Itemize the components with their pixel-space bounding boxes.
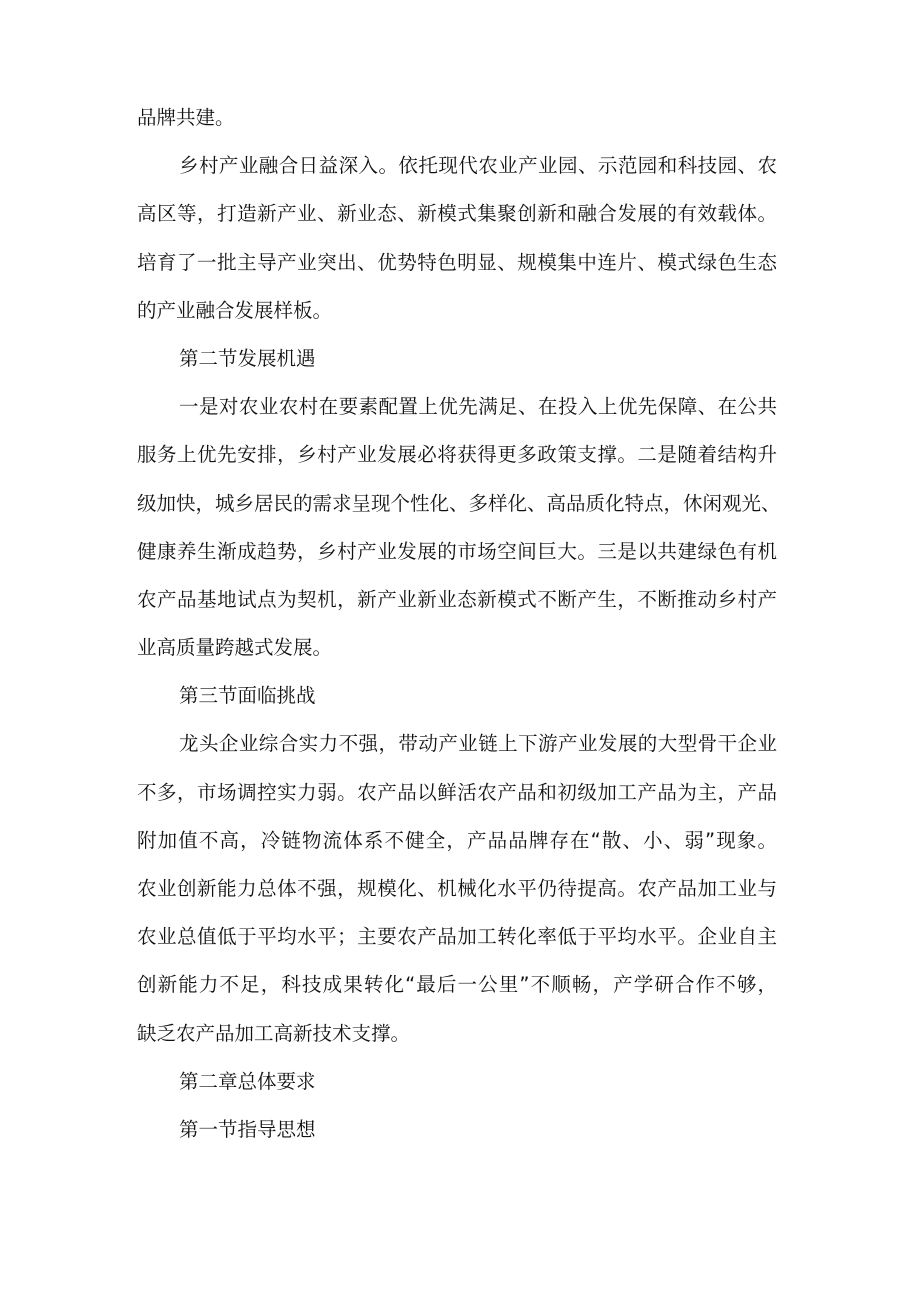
text-line: 级加快，城乡居民的需求呈现个性化、多样化、高品质化特点，休闲观光、	[137, 491, 781, 515]
section-heading	[137, 672, 777, 720]
text-line: 高区等，打造新产业、新业态、新模式集聚创新和融合发展的有效载体。	[137, 202, 777, 226]
text-line: 农业总值低于平均水平；主要农产品加工转化率低于平均水平。企业自主	[137, 925, 777, 949]
paragraph	[137, 720, 777, 1057]
text-line: 创新能力不足，科技成果转化“最后一公里”不顺畅，产学研合作不够，	[137, 973, 777, 997]
text-line: 农业创新能力总体不强，规模化、机械化水平仍待提高。农产品加工业与	[137, 877, 777, 900]
text-line: 龙头企业综合实力不强，带动产业链上下游产业发展的大型骨干企业	[179, 732, 777, 756]
text-line: 农产品基地试点为契机，新产业新业态新模式不断产生，不断推动乡村产	[137, 587, 777, 611]
paragraph	[137, 94, 777, 142]
text-line: 健康养生渐成趋势，乡村产业发展的市场空间巨大。三是以共建绿色有机	[137, 539, 777, 563]
text-line: 的产业融合发展样板。	[137, 298, 333, 322]
heading-text: 第三节面临挑战	[179, 684, 316, 708]
paragraph	[137, 383, 781, 672]
text-line: 业高质量跨越式发展。	[137, 636, 333, 660]
text-line: 服务上优先安排，乡村产业发展必将获得更多政策支撑。二是随着结构升	[137, 443, 777, 467]
text-line: 培育了一批主导产业突出、优势特色明显、规模集中连片、模式绿色生态	[137, 250, 777, 274]
section-heading	[137, 335, 777, 383]
text-line: 不多，市场调控实力弱。农产品以鲜活农产品和初级加工产品为主，产品	[137, 780, 777, 804]
text-line: 一是对农业农村在要素配置上优先满足、在投入上优先保障、在公共	[179, 395, 777, 419]
text-line: 乡村产业融合日益深入。依托现代农业产业园、示范园和科技园、农	[179, 154, 777, 178]
section-heading	[137, 1106, 777, 1154]
text-line: 附加值不高，冷链物流体系不健全，产品品牌存在“散、小、弱”现象。	[137, 828, 777, 852]
heading-text: 第二章总体要求	[179, 1069, 316, 1093]
text-line: 缺乏农产品加工高新技术支撑。	[137, 1021, 411, 1045]
heading-text: 第二节发展机遇	[179, 346, 316, 370]
document-body	[137, 94, 781, 1154]
heading-text: 第一节指导思想	[179, 1117, 316, 1141]
text-line: 品牌共建。	[137, 106, 235, 129]
chapter-heading	[137, 1058, 777, 1106]
paragraph	[137, 142, 777, 335]
